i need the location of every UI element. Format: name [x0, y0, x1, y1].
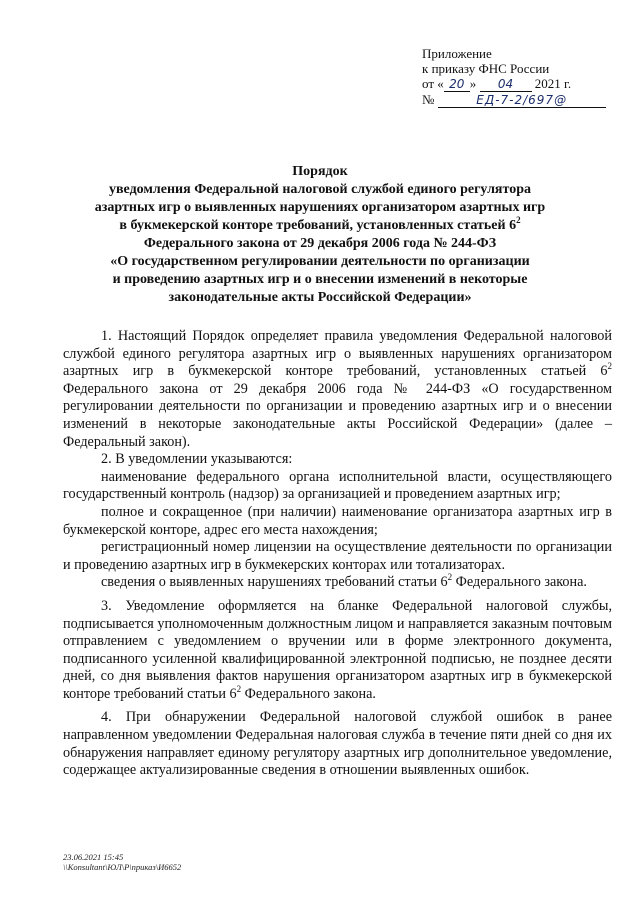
appendix-number: № ЕД-7-2/697@: [422, 92, 622, 108]
paragraph-2-item: регистрационный номер лицензии на осуществление деятельности по организации и проведению азартных игр в букмекерских конторах или тотализаторах.: [63, 539, 612, 573]
title-line: азартных игр о выявленных нарушениях организатором азартных игр: [94, 200, 546, 215]
paragraph-2: 2. В уведомлении указываются:: [101, 451, 293, 468]
appendix-block: [422, 46, 622, 108]
document-title: [70, 163, 570, 307]
title-line: уведомления Федеральной налоговой службой единого регулятора: [108, 182, 531, 197]
appendix-order-ref: к приказу ФНС России: [422, 61, 550, 76]
footer-file-path: \\Konsultant\ЮЛ\Р\приказ\И6652: [63, 862, 182, 872]
title-line: «О государственном регулировании деятельности по организации: [110, 254, 530, 269]
handwritten-month: 04: [480, 77, 532, 92]
title-line: законодательные акты Российской Федерации»: [168, 290, 472, 305]
document-body: [63, 328, 612, 780]
paragraph-3: 3. Уведомление оформляется на бланке Федеральной налоговой службы, подписывается уполномоченным должностным лицом и направляется заказным почтовым отправлением с уведомлением о вручении или в форме электронного документа, подписанного усиленной квалифицированной электронной подписью, не позднее десяти дней, со дня выявления фактов нарушения организатором азартных игр в букмекерской конторе требований статьи $6^2$ Федерального закона.: [63, 597, 612, 702]
footer-timestamp: 23.06.2021 15:45: [63, 852, 124, 862]
handwritten-day: 20: [444, 77, 470, 92]
title-line: в букмекерской конторе требований, установленных статьей $6^2$: [119, 215, 521, 233]
paragraph-4: 4. При обнаружении Федеральной налоговой службой ошибок в ранее направленном уведомлении Федеральная налоговая служба в течение пяти дней со дня их обнаружения направляет единому регулятору азартных игр дополнительное уведомление, содержащее актуализированные сведения в отношении выявленных ошибок.: [63, 709, 612, 779]
paragraph-2-item: сведения о выявленных нарушениях требований статьи $6^2$ Федерального закона.: [101, 572, 587, 591]
title-line: Федерального закона от 29 декабря 2006 года № 244-ФЗ: [143, 236, 497, 251]
paragraph-2-item: полное и сокращенное (при наличии) наименование организатора азартных игр в букмекерской конторе, адрес его места нахождения;: [63, 503, 612, 538]
title-line: Порядок: [292, 164, 348, 179]
appendix-date: от « 20 » 04 2021 г.: [422, 76, 572, 91]
paragraph-2-item: наименование федерального органа исполнительной власти, осуществляющего государственный контроль (надзор) за организацией и проведением азартных игр;: [63, 468, 612, 503]
document-footer: [63, 852, 181, 872]
paragraph-1: 1. Настоящий Порядок определяет правила уведомления Федеральной налоговой службой единого регулятора азартных игр о выявленных нарушениях организатором азартных игр в букмекерской конторе требований, установленных статьей $6^2$ Федерального закона от 29 декабря 2006 года № 244-ФЗ «О государственном регулировании деятельности по организации и проведению азартных игр и о внесении изменений в некоторые законодательные акты Российской Федерации» (далее – Федеральный закон).: [63, 328, 612, 450]
handwritten-order-number: ЕД-7-2/697@: [438, 93, 606, 108]
appendix-label: Приложение: [422, 46, 492, 61]
title-line: и проведению азартных игр и о внесении изменений в некоторые: [112, 272, 528, 287]
